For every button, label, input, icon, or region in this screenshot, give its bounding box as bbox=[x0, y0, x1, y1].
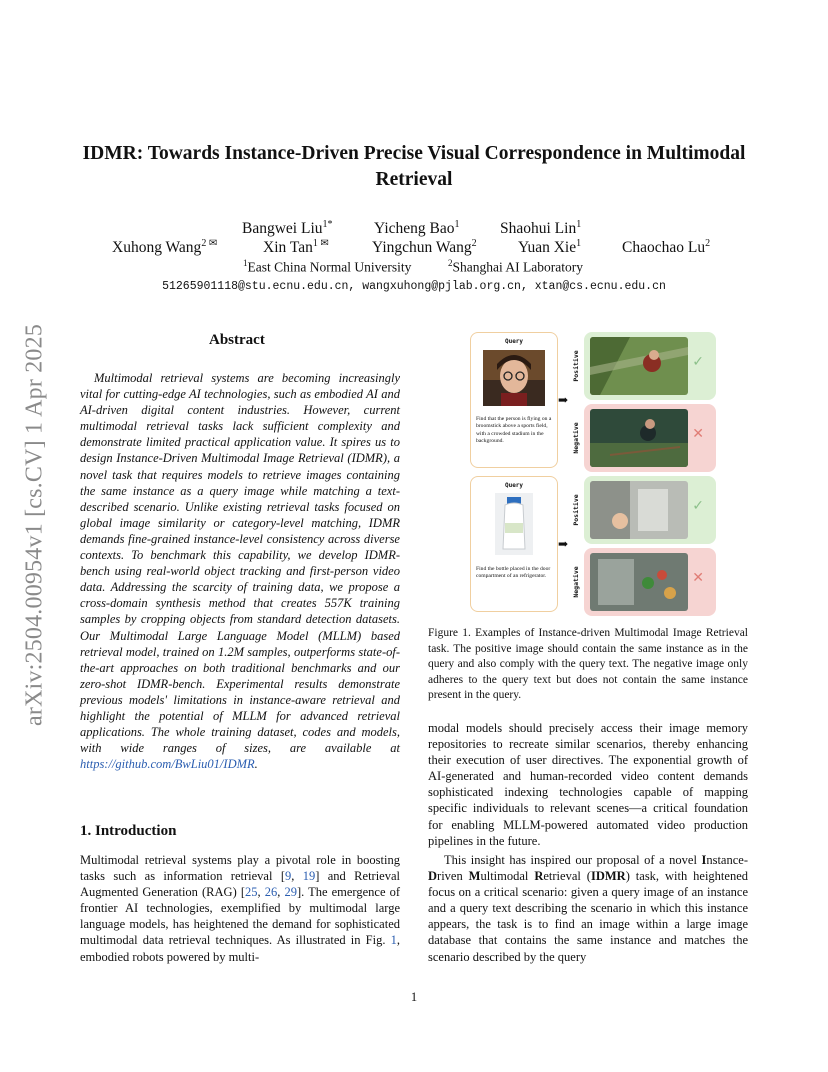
author: Shaohui Lin$^1$ bbox=[500, 219, 582, 238]
positive-image bbox=[590, 481, 688, 539]
abstract-heading: Abstract bbox=[209, 332, 265, 348]
paper-title: IDMR: Towards Instance-Driven Precise Visual Correspondence in Multimodal Retrieval bbox=[82, 143, 746, 190]
arxiv-identifier: arXiv:2504.00954v1 [cs.CV] 1 Apr 2025 bbox=[21, 323, 48, 727]
negative-result-box bbox=[584, 548, 716, 616]
query-text: Find that the person is flying on a broomstick above a sports field, with a crowded stadium in the background. bbox=[476, 416, 552, 445]
body-paragraph: This insight has inspired our proposal of a novel Instance-Driven Multimodal Retrieval (IDMR) task, with heightened focus on a critical scenario: given a query image of an instance and a query text describing the scenario in which this instance appears, the task is to find an image within a large image database that contains the same instance and matches the scenario described by the query bbox=[428, 853, 749, 964]
cross-icon: ✕ bbox=[692, 570, 704, 586]
negative-label: Negative bbox=[572, 566, 580, 598]
author: Xuhong Wang$^{2 ✉}$ bbox=[112, 238, 218, 257]
arrow-right-icon: ➡ bbox=[558, 393, 569, 407]
query-label: Query bbox=[504, 482, 524, 489]
author: Bangwei Liu$^{1*}$ bbox=[242, 219, 333, 238]
figure-reference-link[interactable]: 1 bbox=[390, 933, 397, 948]
arrow-right-icon: ➡ bbox=[558, 537, 569, 551]
negative-image bbox=[590, 409, 688, 467]
abstract-body: Multimodal retrieval systems are becoming increasingly vital for cutting-edge AI technologies, such as embodied AI and AI-driven digital content industries. However, current multimodal retrieval tasks lack sufficient complexity and demonstrate limited practical application value. It spires us to design Instance-Driven Multimodal Image Retrieval (IDMR), a novel task that requires models to retrieve images containing the same instance as a query image while matching a text-described scenario. Unlike existing retrieval tasks focused on global image similarity or category-level matching, IDMR demands fine-grained instance-level consistency across diverse contexts. To benchmark this capability, we develop IDMR-bench using real-world object tracking and first-person video data. Addressing the scarcity of training data, we propose a cross-domain synthesis method that creates 557K training samples by cropping objects from standard detection datasets. Our Multimodal Large Language Model (MLLM) based retrieval model, trained on 1.2M samples, outperforms state-of-the-art approaches on both traditional benchmarks and our zero-shot IDMR-bench. Experimental results demonstrate previous models' limitations in instance-aware retrieval and highlight the potential of MLLM for advanced retrieval applications. The whole training dataset, codes and models, with wide ranges of sizes, are available at https://github.com/BwLiu01/IDMR. bbox=[80, 371, 400, 772]
query-card bbox=[470, 476, 558, 612]
arxiv-sidebar-stamp bbox=[10, 290, 60, 760]
check-icon: ✓ bbox=[692, 354, 704, 370]
check-icon: ✓ bbox=[692, 498, 704, 514]
positive-label: Positive bbox=[572, 494, 580, 526]
positive-image bbox=[590, 337, 688, 395]
negative-result-box bbox=[584, 404, 716, 472]
query-label: Query bbox=[504, 338, 524, 345]
figure-caption: Figure 1. Examples of Instance-driven Multimodal Image Retrieval task. The positive image should contain the same instance as in the query and also comply with the query text. The negative image only adheres to the query text but does not contain the same instance present in the query. bbox=[428, 627, 748, 701]
citation-link[interactable]: 29 bbox=[284, 885, 297, 900]
positive-result-box bbox=[584, 332, 716, 400]
citation-link[interactable]: 25 bbox=[245, 885, 258, 900]
body-paragraph: modal models should precisely access their image memory repositories to recreate similar scenarios, thereby enhancing their execution of user directives. The exponential growth of AI-generated and human-recorded video content demands sophisticated indexing technologies capable of mapping specific individuals to relevant scenes—a critical foundation for enabling MLLM-powered automated video production pipelines in the future. bbox=[428, 721, 748, 848]
author: Yicheng Bao$^1$ bbox=[374, 219, 460, 238]
affiliation: $^2$Shanghai AI Laboratory bbox=[448, 258, 583, 275]
author: Xin Tan$^{1 ✉}$ bbox=[263, 238, 329, 257]
author: Yingchun Wang$^2$ bbox=[372, 238, 477, 257]
positive-label: Positive bbox=[572, 350, 580, 382]
query-text: Find the bottle placed in the door compartment of an refrigerator. bbox=[476, 566, 551, 580]
author: Yuan Xie$^1$ bbox=[518, 238, 582, 257]
introduction-paragraph: Multimodal retrieval systems play a pivotal role in boosting tasks such as information retrieval [9, 19] and Retrieval Augmented Generation (RAG) [25, 26, 29]. The emergence of frontier AI technologies, exemplified by multimodal large language models, has heightened the demand for sophisticated multimodal data retrieval techniques. As illustrated in Fig. 1, embodied robots powered by multi- bbox=[80, 853, 401, 964]
author-emails: 51265901118@stu.ecnu.edu.cn, wangxuhong@pjlab.org.cn, xtan@cs.ecnu.edu.cn bbox=[162, 280, 666, 293]
citation-link[interactable]: 19 bbox=[302, 869, 316, 884]
query-card bbox=[470, 332, 558, 468]
page-number: 1 bbox=[410, 990, 418, 1004]
citation-link[interactable]: 26 bbox=[264, 885, 278, 900]
affiliation: $^1$East China Normal University bbox=[243, 258, 412, 275]
query-image-portrait bbox=[483, 350, 545, 406]
negative-label: Negative bbox=[572, 422, 580, 454]
introduction-heading: 1. Introduction bbox=[80, 823, 177, 839]
figure-1 bbox=[470, 330, 720, 615]
citation-link[interactable]: 9 bbox=[284, 869, 292, 884]
author: Chaochao Lu$^2$ bbox=[622, 238, 711, 257]
cross-icon: ✕ bbox=[692, 426, 704, 442]
github-link[interactable]: https://github.com/BwLiu01/IDMR bbox=[80, 757, 255, 772]
negative-image bbox=[590, 553, 688, 611]
positive-result-box bbox=[584, 476, 716, 544]
query-image-bottle bbox=[495, 493, 533, 555]
